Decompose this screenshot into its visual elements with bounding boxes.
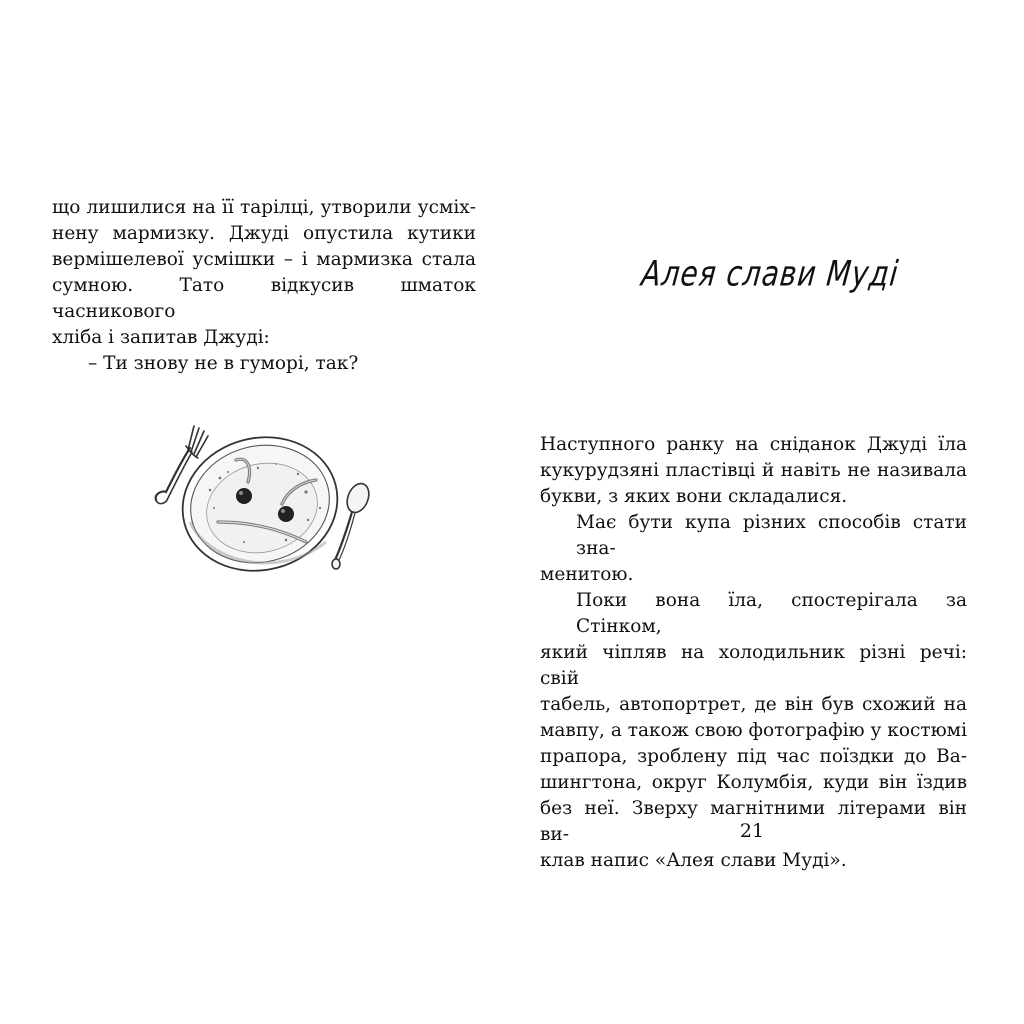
- chapter-title-text: Алея слави Муді: [639, 253, 901, 295]
- left-page-text: [52, 195, 476, 377]
- meatball-eye-left-icon: [236, 488, 252, 504]
- text-line: хліба і запитав Джуді:: [52, 327, 270, 348]
- text-line: кукурудзяні пластівці й навіть не називала: [540, 460, 967, 481]
- text-line: вермішелевої усмішки – і мармизка стала: [52, 249, 476, 270]
- text-line: Поки вона їла, спостерігала за Стінком,: [576, 590, 967, 637]
- paragraph: [540, 432, 967, 510]
- sad-plate-icon: [148, 412, 378, 582]
- text-line: прапора, зроблену під час поїздки до Ва-: [540, 746, 967, 767]
- text-line: шингтона, округ Колумбія, куди він їздив: [540, 772, 967, 793]
- paragraph: [52, 195, 476, 351]
- sad-plate-illustration: [148, 412, 378, 582]
- text-line: табель, автопортрет, де він був схожий на: [540, 694, 967, 715]
- paragraph: [540, 510, 967, 588]
- text-line: букви, з яких вони складалися.: [540, 486, 848, 507]
- text-line: Має бути купа різних способів стати зна-: [576, 512, 967, 559]
- text-line: який чіпляв на холодильник різні речі: свій: [540, 642, 967, 689]
- text-line: нену мармизку. Джуді опустила кутики: [52, 223, 476, 244]
- text-line: – Ти знову не в гуморі, так?: [88, 353, 359, 374]
- right-page: [512, 0, 1024, 1024]
- spoon-icon: [332, 480, 373, 569]
- paragraph-dialogue: [52, 351, 476, 377]
- text-line: сумною. Тато відкусив шматок часникового: [52, 275, 476, 322]
- text-line: Наступного ранку на сніданок Джуді їла: [540, 434, 967, 455]
- text-line: менитою.: [540, 564, 634, 585]
- meatball-eye-right-icon: [278, 506, 294, 522]
- chapter-title: [639, 252, 901, 302]
- text-line: що лишилися на її тарілці, утворили усміх-: [52, 197, 476, 218]
- text-line: мавпу, а також свою фотографію у костюмі: [540, 720, 967, 741]
- right-page-text: [540, 432, 967, 874]
- page-number: 21: [739, 820, 765, 842]
- text-line: клав напис «Алея слави Муді».: [540, 850, 847, 871]
- text-line: без неї. Зверху магнітними літерами він ви-: [540, 798, 967, 845]
